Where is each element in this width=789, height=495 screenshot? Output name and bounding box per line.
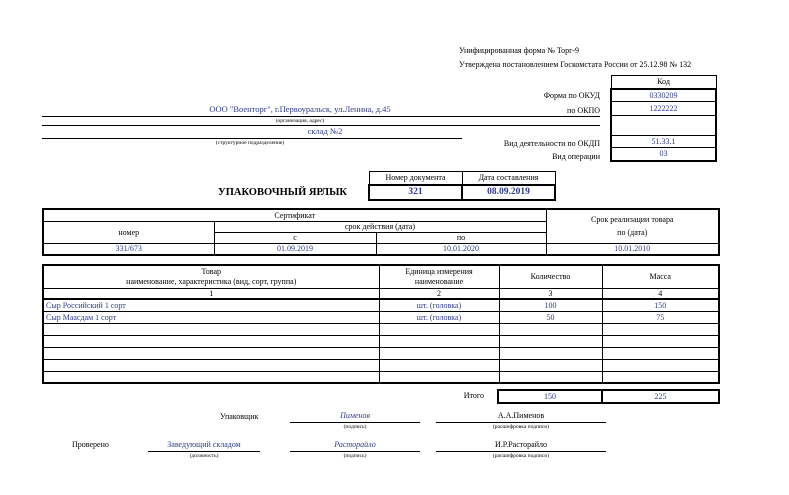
row-unit [379, 335, 499, 347]
table-row [43, 359, 719, 371]
row-name: Сыр Российский 1 сорт [43, 299, 379, 311]
packer-name-caption: (расшифровка подписи) [492, 424, 550, 430]
row-mass: 150 [602, 299, 719, 311]
row-name [43, 335, 379, 347]
blank-code [611, 116, 716, 136]
row-unit [379, 359, 499, 371]
checker-name-line [436, 451, 606, 452]
row-qty [499, 323, 602, 335]
division-caption: (структурное подразделение) [215, 140, 285, 146]
codes-title: Код [611, 76, 716, 89]
packer-signature-line [290, 422, 420, 423]
organization-line [42, 116, 600, 117]
okdp-label: Вид деятельности по ОКДП [503, 139, 600, 148]
packer-label: Упаковщик [220, 412, 259, 421]
row-qty: 100 [499, 299, 602, 311]
col-qty: Количество [499, 265, 602, 288]
row-unit: шт. (головка) [379, 299, 499, 311]
packer-signature: Пименов [340, 411, 370, 420]
row-name [43, 323, 379, 335]
okpo-label: по ОКПО [567, 106, 600, 115]
packer-name-line [436, 422, 606, 423]
cert-number-label: номер [43, 221, 214, 243]
checker-signature-line [290, 451, 420, 452]
row-mass [602, 335, 719, 347]
row-unit [379, 371, 499, 383]
row-name: Сыр Маасдам 1 сорт [43, 311, 379, 323]
division-line [42, 138, 462, 139]
row-name [43, 359, 379, 371]
organization-name: ООО "Военторг", г.Первоуральск, ул.Ленина, д.45 [209, 104, 391, 114]
table-row [43, 335, 719, 347]
approved-line: Утверждена постановлением Госкомстата России от 25.12.98 № 132 [459, 60, 692, 69]
row-qty [499, 371, 602, 383]
row-name [43, 371, 379, 383]
sale-term-label-1: Срок реализации товара [591, 215, 674, 225]
document-date: 08.09.2019 [462, 185, 555, 200]
checked-label: Проверено [72, 440, 109, 449]
form-line: Унифицированная форма № Торг-9 [459, 46, 580, 55]
checker-position-caption: (должность) [189, 453, 219, 459]
checker-position-line [148, 451, 260, 452]
cert-from-label: с [214, 232, 376, 243]
row-mass [602, 347, 719, 359]
table-row [43, 323, 719, 335]
row-mass [602, 323, 719, 335]
totals-table [497, 389, 720, 404]
row-qty [499, 347, 602, 359]
row-unit: шт. (головка) [379, 311, 499, 323]
table-row [43, 299, 719, 311]
col-product: Товар [43, 265, 379, 276]
total-label: Итого [463, 391, 484, 400]
okud-value: 0330209 [611, 89, 716, 102]
row-qty: 50 [499, 311, 602, 323]
okdp-value: 51.33.1 [611, 136, 716, 148]
col-num-3: 3 [499, 288, 602, 299]
row-qty [499, 335, 602, 347]
checker-name-caption: (расшифровка подписи) [492, 453, 550, 459]
row-name [43, 347, 379, 359]
packer-signature-caption: (подпись) [343, 424, 367, 430]
okpo-value: 1222222 [611, 102, 716, 116]
col-mass: Масса [602, 265, 719, 288]
cert-to: 10.01.2020 [376, 243, 546, 255]
total-qty: 150 [498, 390, 602, 403]
division-name: склад №2 [307, 126, 343, 136]
goods-table [42, 264, 720, 384]
document-number-table [368, 171, 556, 201]
packer-name: А.А.Пименов [497, 411, 545, 420]
row-unit [379, 347, 499, 359]
cert-to-label: по [376, 232, 546, 243]
checker-position: Заведующий складом [167, 440, 241, 449]
certificate-table [42, 208, 720, 256]
document-number: 321 [369, 185, 462, 200]
certificate-title: Сертификат [43, 209, 546, 221]
row-mass [602, 359, 719, 371]
operation-value: 03 [611, 148, 716, 161]
col-product-sub: наименование, характеристика (вид, сорт, группа) [43, 276, 379, 288]
cert-validity-label: срок действия (дата) [214, 221, 546, 232]
cert-from: 01.09.2019 [214, 243, 376, 255]
operation-label: Вид операции [552, 152, 600, 161]
codes-table [610, 75, 717, 162]
table-row [43, 371, 719, 383]
sale-term-value: 10.01.2010 [546, 243, 719, 255]
col-unit: Единица измерения [379, 265, 499, 276]
col-num-4: 4 [602, 288, 719, 299]
number-label: Номер документа [369, 172, 462, 185]
col-num-2: 2 [379, 288, 499, 299]
table-row [43, 347, 719, 359]
okud-label: Форма по ОКУД [543, 91, 600, 100]
sale-term-label-2: по (дата) [617, 228, 648, 238]
row-mass: 75 [602, 311, 719, 323]
document-title: УПАКОВОЧНЫЙ ЯРЛЫК [218, 187, 348, 198]
checker-signature-caption: (подпись) [343, 453, 367, 459]
checker-name: И.Р.Расторайло [495, 440, 547, 449]
table-row [43, 311, 719, 323]
sale-term-header [546, 209, 719, 243]
organization-caption: (организация, адрес) [275, 118, 325, 124]
row-mass [602, 371, 719, 383]
cert-number: 331/673 [43, 243, 214, 255]
col-unit-sub: наименование [379, 276, 499, 288]
date-label: Дата составления [462, 172, 555, 185]
row-unit [379, 323, 499, 335]
col-num-1: 1 [43, 288, 379, 299]
total-mass: 225 [602, 390, 719, 403]
checker-signature: Расторайло [334, 440, 376, 449]
row-qty [499, 359, 602, 371]
